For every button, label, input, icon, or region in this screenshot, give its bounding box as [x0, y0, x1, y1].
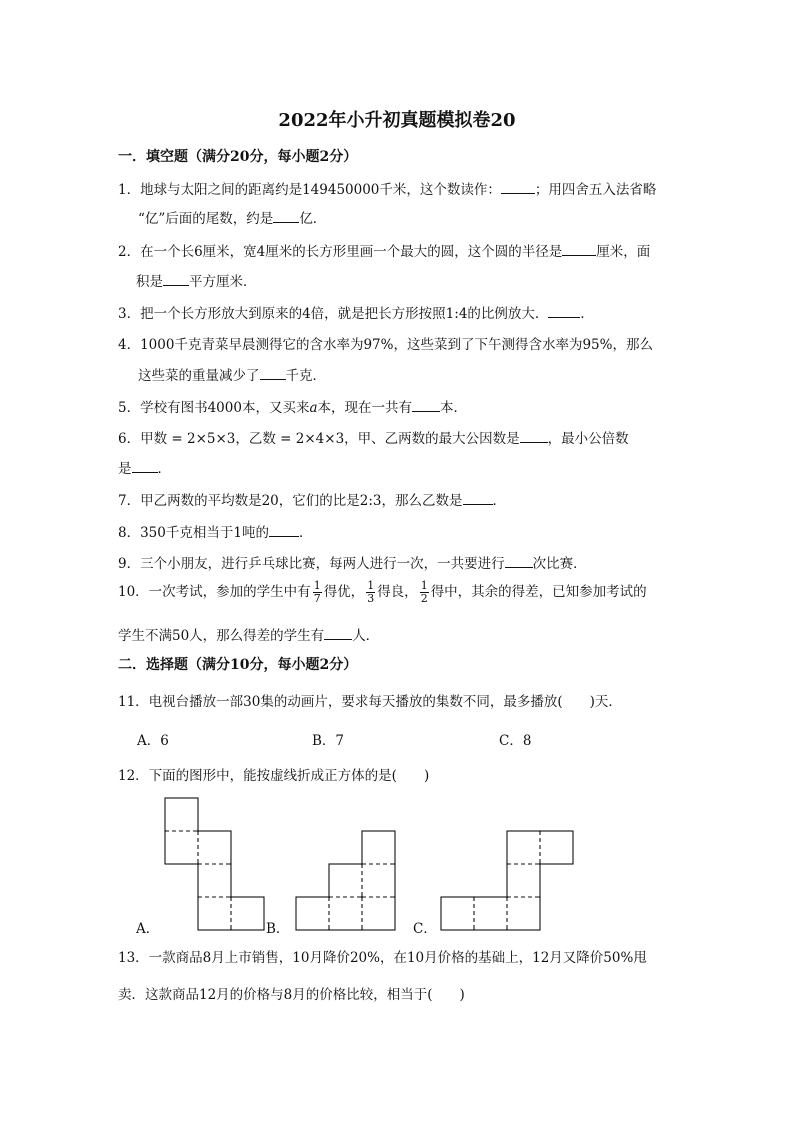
question-3: 3．把一个长方形放大到原来的4倍，就是把长方形按照1:4的比例放大． ．	[118, 306, 594, 322]
option-a[interactable]: A．6	[137, 733, 169, 749]
question-4-line-1: 4．1000千克青菜早晨测得它的含水率为97%，这些菜到了下午测得含水率为95%，那么	[118, 337, 653, 353]
question-12: 12．下面的图形中，能按虚线折成正方体的是( )	[118, 768, 430, 784]
question-13-line-1: 13．一款商品8月上市销售，10月降价20%，在10月价格的基础上，12月又降价50%甩	[118, 950, 647, 966]
question-9: 9．三个小朋友，进行乒乓球比赛，每两人进行一次，一共要进行 次比赛．	[118, 556, 587, 572]
question-6-line-1: 6．甲数 = 2×5×3，乙数 = 2×4×3，甲、乙两数的最大公因数是 ，最小公倍数	[118, 431, 629, 447]
question-6-line-2: 是 ．	[118, 461, 171, 477]
question-2-line-1: 2．在一个长6厘米，宽4厘米的长方形里画一个最大的圆，这个圆的半径是 厘米，面	[118, 244, 651, 260]
fraction-one-third: $\frac{1}{3}$	[367, 579, 375, 605]
question-2-line-2: 积是 平方厘米．	[136, 274, 257, 290]
fraction-one-half: $\frac{1}{2}$	[420, 579, 428, 605]
figure-label-c[interactable]: C．	[413, 921, 437, 937]
question-1-line-2: “亿”后面的尾数，约是 亿．	[138, 211, 327, 227]
question-5: 5．学校有图书4000本，又买来a本，现在一共有 本．	[118, 400, 468, 416]
question-10-line-1: 10．一次考试，参加的学生中有 $\frac{1}{7}$ 得优， $\frac{1}{3}$ 得良， $\frac{1}{2}$ 得中，其余的得差，已知参加考试的	[118, 579, 647, 605]
question-1-line-1: 1．地球与太阳之间的距离约是149450000千米，这个数读作： ；用四舍五入法省略	[118, 182, 657, 198]
question-8: 8．350千克相当于1吨的 ．	[118, 525, 313, 541]
question-10-line-2: 学生不满50人，那么得差的学生有 人．	[118, 628, 380, 644]
fraction-one-seventh: $\frac{1}{7}$	[313, 579, 321, 605]
figure-label-a[interactable]: A．	[136, 921, 160, 937]
question-7: 7．甲乙两数的平均数是20，它们的比是2:3，那么乙数是 ．	[118, 493, 506, 509]
question-13-line-2: 卖．这款商品12月的价格与8月的价格比较，相当于( )	[118, 987, 465, 1003]
figure-label-b[interactable]: B．	[266, 921, 290, 937]
question-11: 11．电视台播放一部30集的动画片，要求每天播放的集数不同，最多播放( )天．	[118, 694, 622, 710]
option-b[interactable]: B．7	[312, 733, 345, 749]
question-4-line-2: 这些菜的重量减少了 千克．	[138, 368, 326, 384]
section-heading-fill-blank: 一．填空题（满分20分，每小题2分）	[118, 149, 358, 165]
section-heading-multiple-choice: 二．选择题（满分10分，每小题2分）	[118, 657, 358, 673]
page-title: 2022年小升初真题模拟卷20	[278, 110, 516, 131]
cube-net-b	[296, 831, 395, 930]
option-c[interactable]: C．8	[499, 733, 532, 749]
